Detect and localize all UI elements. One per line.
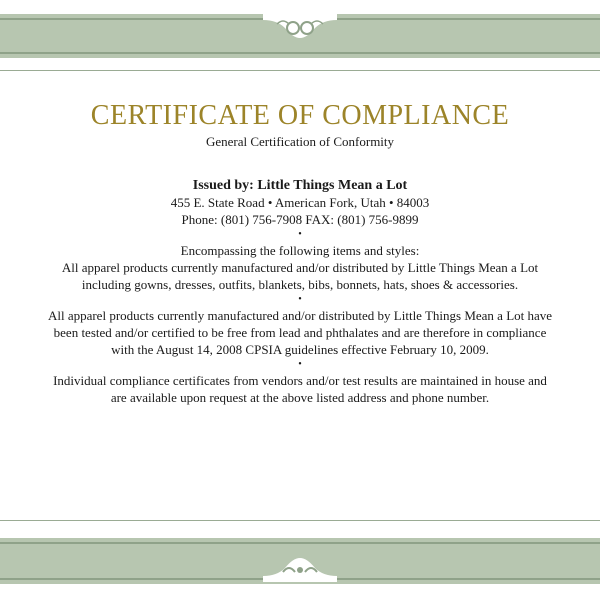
- separator-bullet: •: [298, 294, 302, 305]
- vendors-text-line: are available upon request at the above listed address and phone number.: [110, 390, 490, 405]
- certificate-subtitle: General Certification of Conformity: [205, 134, 395, 149]
- separator-bullet: •: [298, 229, 302, 240]
- top-divider-rule: [0, 70, 600, 71]
- items-text-line: including gowns, dresses, outfits, blankets, bibs, bonnets, hats, shoes & accessories.: [81, 277, 519, 292]
- certificate-title: CERTIFICATE OF COMPLIANCE: [90, 100, 510, 131]
- tested-text-line: with the August 14, 2008 CPSIA guidelines effective February 10, 2009.: [111, 342, 489, 357]
- top-scroll-ornament: [263, 14, 337, 44]
- issuer-phone: Phone: (801) 756-7908 FAX: (801) 756-9899: [181, 212, 419, 227]
- bottom-scroll-ornament: [263, 552, 337, 582]
- issuer-address: 455 E. State Road • American Fork, Utah • 84003: [170, 195, 430, 210]
- certificate-body: [0, 100, 600, 406]
- tested-text-line: All apparel products currently manufactured and/or distributed by Little Things Mean a Lot have: [47, 308, 553, 323]
- issuer-name: Issued by: Little Things Mean a Lot: [192, 178, 408, 193]
- vendors-text-line: Individual compliance certificates from vendors and/or test results are maintained in house and: [53, 373, 547, 388]
- items-heading: Encompassing the following items and styles:: [180, 243, 420, 258]
- tested-text-line: been tested and/or certified to be free from lead and phthalates and are therefore in compliance: [53, 325, 547, 340]
- bottom-divider-rule: [0, 520, 600, 521]
- issuer-line: [0, 178, 600, 194]
- separator-bullet: •: [298, 359, 302, 370]
- items-text-line: All apparel products currently manufactured and/or distributed by Little Things Mean a Lot: [61, 260, 539, 275]
